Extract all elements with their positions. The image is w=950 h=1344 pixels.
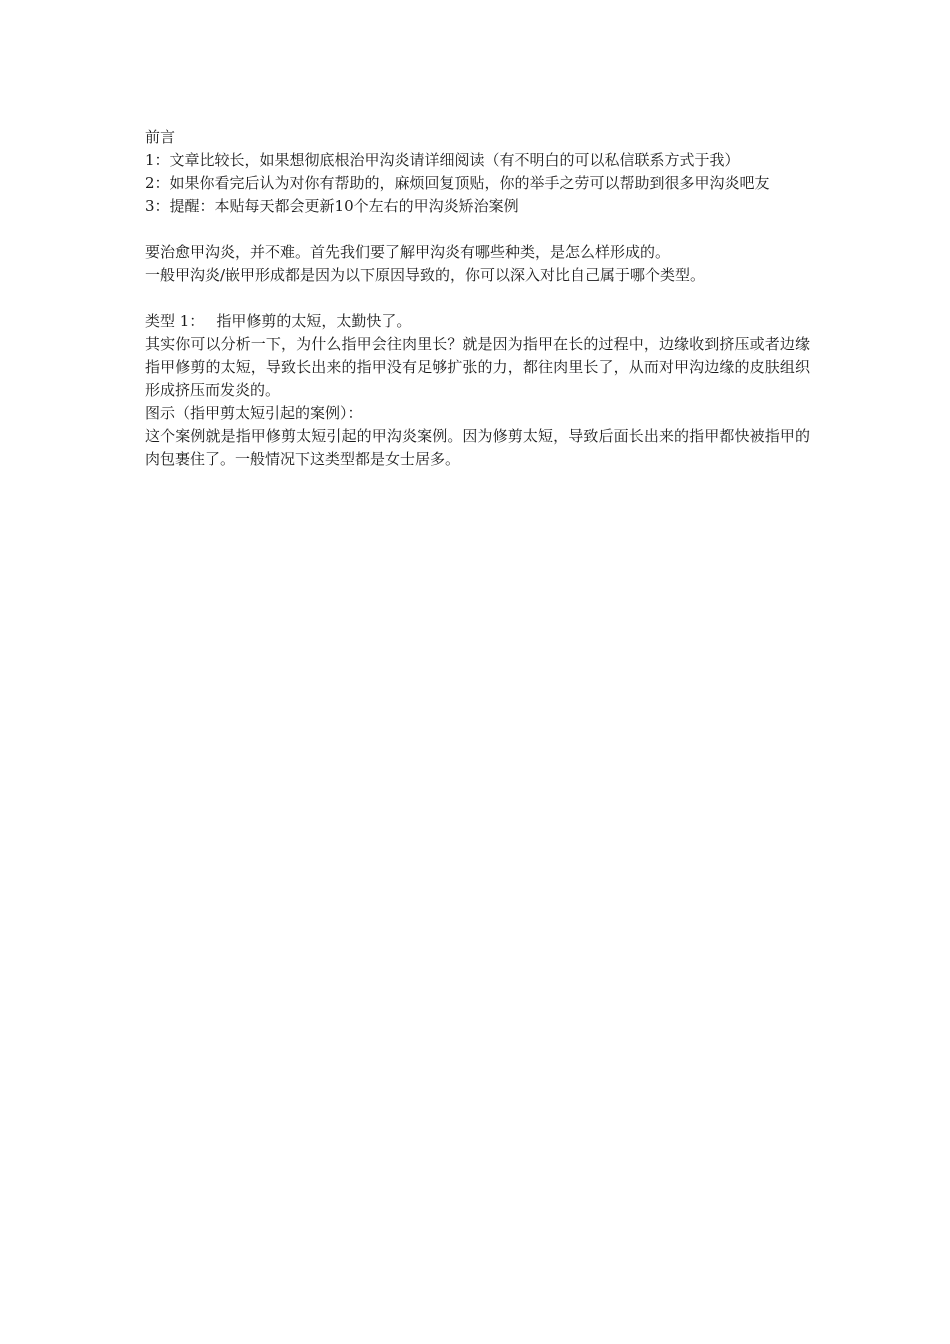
document-body — [145, 126, 810, 471]
paragraph-gap — [145, 287, 810, 310]
intro-paragraph-1: 要治愈甲沟炎，并不难。首先我们要了解甲沟炎有哪些种类，是怎么样形成的。 — [145, 243, 671, 261]
paragraph-gap — [145, 218, 810, 241]
figure-caption: 图示（指甲剪太短引起的案例）： — [145, 404, 363, 422]
case-description: 这个案例就是指甲修剪太短引起的甲沟炎案例。因为修剪太短，导致后面长出来的指甲都快被指甲的肉包裹住了。一般情况下这类型都是女士居多。 — [145, 427, 810, 468]
type-1-heading — [145, 310, 810, 333]
type-1-explanation: 其实你可以分析一下，为什么指甲会往肉里长？就是因为指甲在长的过程中，边缘收到挤压或者边缘指甲修剪的太短，导致长出来的指甲没有足够扩张的力，都往肉里长了，从而对甲沟边缘的皮肤组织形成挤压而发炎的。 — [145, 335, 810, 399]
preface-item-1: 1：文章比较长，如果想彻底根治甲沟炎请详细阅读（有不明白的可以私信联系方式于我） — [145, 151, 740, 169]
type-1-title: 指甲修剪的太短，太勤快了。 — [216, 312, 412, 330]
intro-paragraph-2: 一般甲沟炎/嵌甲形成都是因为以下原因导致的，你可以深入对比自己属于哪个类型。 — [145, 266, 706, 284]
preface-heading: 前言 — [145, 128, 176, 146]
preface-item-3: 3：提醒：本贴每天都会更新10个左右的甲沟炎矫治案例 — [145, 197, 519, 215]
type-1-label: 类型 1： — [145, 312, 205, 330]
preface-item-2: 2：如果你看完后认为对你有帮助的，麻烦回复顶贴，你的举手之劳可以帮助到很多甲沟炎吧友 — [145, 174, 770, 192]
